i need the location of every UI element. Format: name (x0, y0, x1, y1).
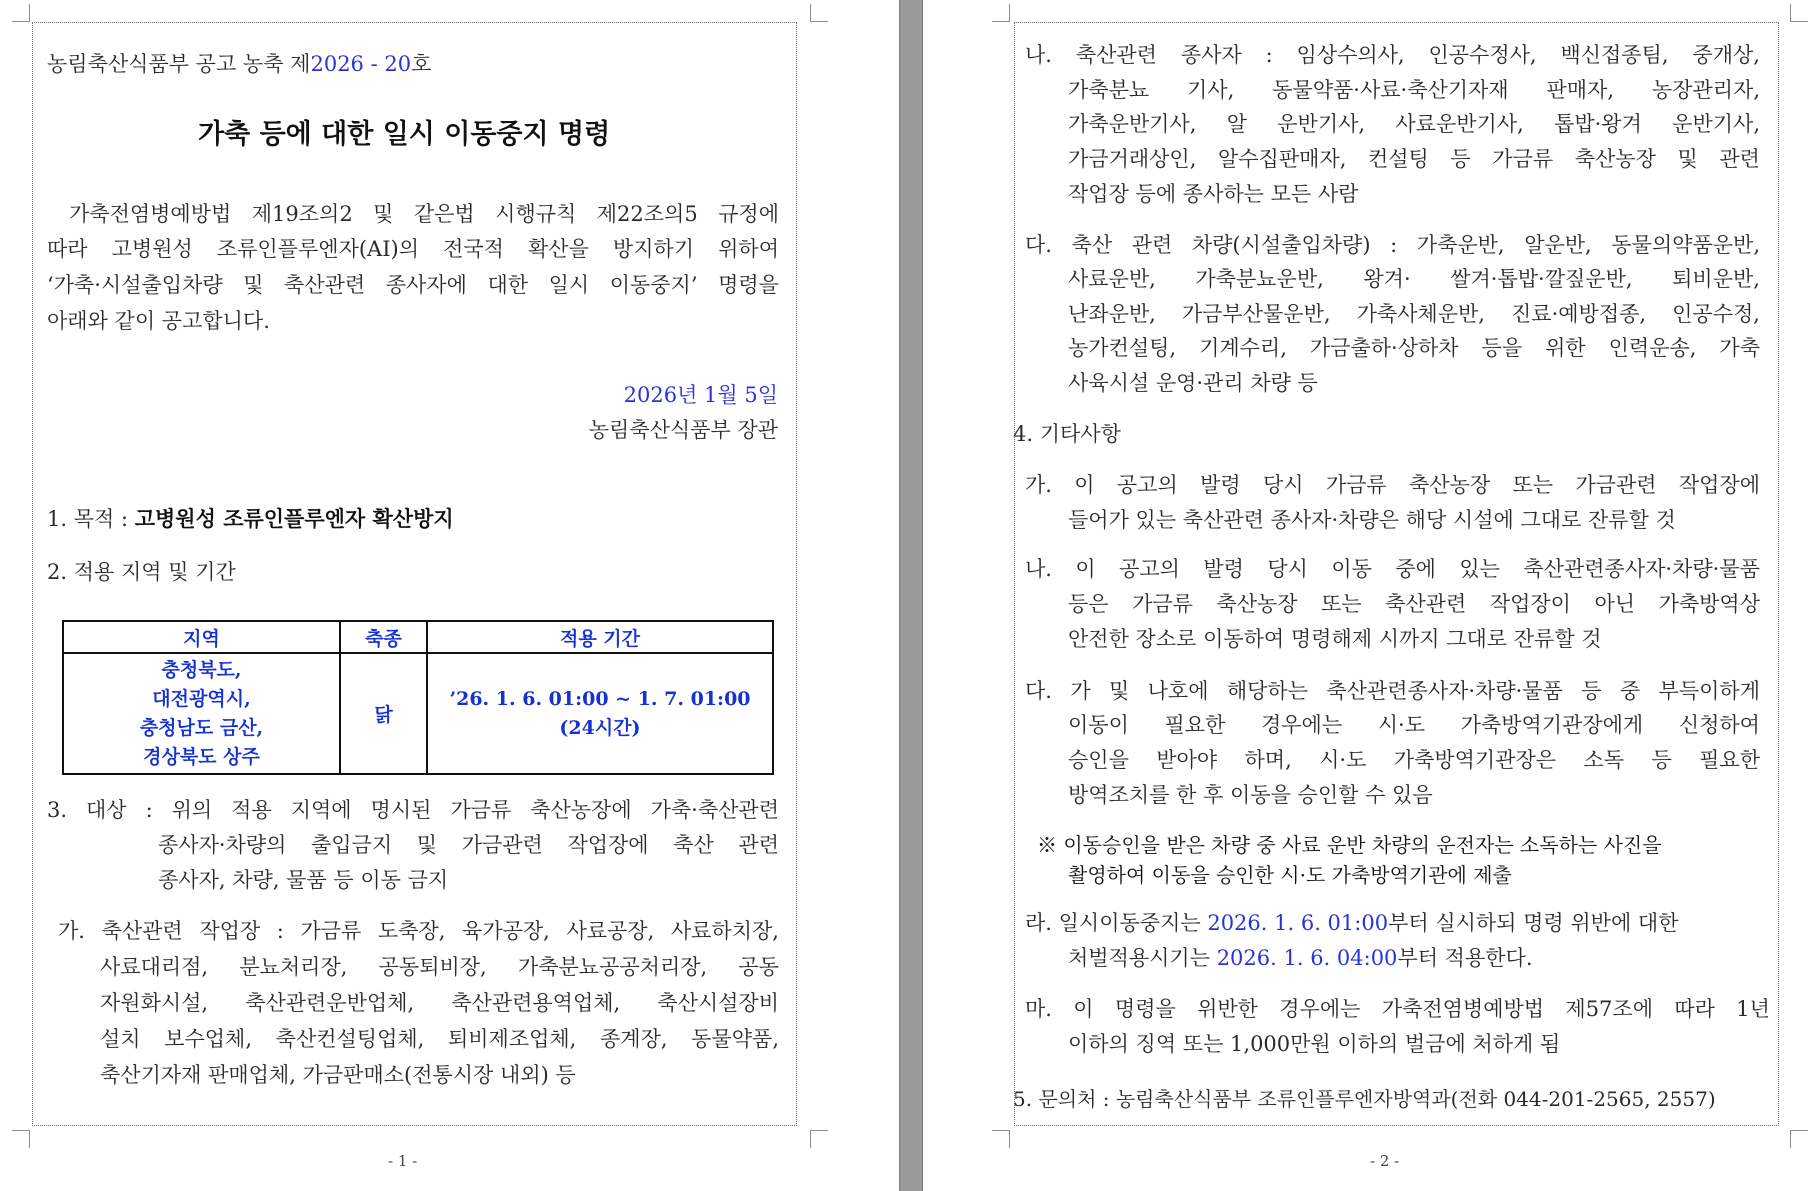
word: : (276, 919, 284, 943)
other-da-line (1025, 678, 1760, 704)
word: 종사자·차량의 (158, 833, 287, 857)
word: 고병원성 (111, 237, 193, 261)
word: 사료운반기사, (1395, 112, 1524, 136)
crop-mark (992, 1130, 1010, 1148)
word: 대상 (86, 798, 127, 822)
word: 가금출하·상하차 (1309, 336, 1459, 360)
word: 등을 (1481, 336, 1523, 360)
other-da-line: 방역조치를 한 후 이동을 승인할 수 있음 (1068, 783, 1433, 807)
other-heading: 4. 기타사항 (1013, 422, 1121, 446)
notice-issuer: 농림축산식품부 장관 (588, 418, 778, 442)
other-ra-text: 부터 실시하되 명령 위반에 대한 (1388, 911, 1679, 935)
word: 농가컨설팅, (1068, 336, 1177, 360)
word: 공동퇴비장, (378, 955, 487, 979)
item-na-line (1068, 146, 1760, 172)
word: 육가공장, (462, 919, 550, 943)
penalty-datetime: 2026. 1. 6. 04:00 (1216, 946, 1398, 970)
item-da-line: 사육시설 운영·관리 차량 등 (1068, 371, 1318, 395)
notice-suffix: 호 (411, 52, 432, 76)
word: 기계수리, (1199, 336, 1287, 360)
word: 가축운반기사, (1068, 112, 1197, 136)
word: 축산관련 (101, 919, 183, 943)
word: 하며, (1244, 748, 1292, 772)
table-cell-period (427, 653, 773, 774)
word: 신청하여 (1678, 713, 1760, 737)
word: 작업장이 (1489, 592, 1571, 616)
word: 명시된 (370, 798, 432, 822)
other-ra-line (1068, 945, 1533, 971)
word: 중에 (1395, 557, 1436, 581)
other-ra-line (1025, 910, 1679, 936)
word: 농장관리자, (1651, 78, 1760, 102)
word: 등 (1581, 679, 1602, 703)
word: 이 (1075, 557, 1096, 581)
word: 이동 (1331, 557, 1372, 581)
word: 시행규칙 (495, 202, 577, 226)
word: 제19조의2 (251, 202, 353, 226)
word: 가축방역기관장에게 (1460, 713, 1644, 737)
word: 인공수정사, (1428, 43, 1537, 67)
word: 임상수의사, (1296, 43, 1405, 67)
word: 이동중지’ (609, 273, 698, 297)
word: 축산관련운반업체, (245, 991, 415, 1015)
word: 인공수정, (1672, 302, 1760, 326)
word: 필요한 (1164, 713, 1226, 737)
other-da-line (1068, 747, 1760, 773)
word: 사료하치장, (670, 919, 779, 943)
other-na-line (1025, 556, 1760, 582)
word: 축산농장 (1216, 592, 1298, 616)
word: 가축분뇨운반, (1195, 267, 1324, 291)
word: 가금류 (300, 919, 362, 943)
table-cell-species: 닭 (340, 653, 427, 774)
page-gutter (899, 0, 923, 1191)
word: 및 (1677, 147, 1698, 171)
item-na-line (1025, 42, 1760, 68)
region-name: 충청남도 금산, (139, 716, 264, 739)
word: 운반기사, (1277, 112, 1366, 136)
word: 가. (58, 919, 85, 943)
item-ga-line (58, 918, 779, 944)
other-ga-line (1025, 472, 1760, 498)
word: 쌀겨·톱밥·깔짚운반, (1450, 267, 1633, 291)
word: 출입금지 (311, 833, 393, 857)
word: 축산관련용역업체, (451, 991, 621, 1015)
purpose-label: 1. 목적 : (47, 507, 129, 531)
word: 가축방역상 (1658, 592, 1760, 616)
word: 동물약품, (691, 1027, 779, 1051)
word: 다. (1025, 679, 1052, 703)
word: 가축사체운반, (1356, 302, 1485, 326)
word: 관련 (1719, 147, 1760, 171)
table-header-species: 축종 (340, 621, 427, 653)
table-header-period: 적용 기간 (427, 621, 773, 653)
word: 알 (1226, 112, 1247, 136)
word: 및 (373, 202, 394, 226)
word: 축산농장 (1574, 147, 1656, 171)
word: 부득이하게 (1658, 679, 1760, 703)
crop-mark (12, 1130, 30, 1148)
notice-date: 2026년 1월 5일 (623, 383, 778, 407)
word: 확산을 (527, 237, 589, 261)
word: 동물의약품운반, (1611, 233, 1760, 257)
other-ma-line (1025, 996, 1770, 1022)
word: 이 (1073, 997, 1094, 1021)
item-da-line (1068, 266, 1760, 292)
word: 사료운반, (1068, 267, 1156, 291)
word: 작업장에 (567, 833, 649, 857)
word: 규정에 (718, 202, 779, 226)
word: 축산농장 (1409, 473, 1491, 497)
word: 알수집판매자, (1217, 147, 1347, 171)
word: 있는 (1459, 557, 1500, 581)
purpose-text: 고병원성 조류인플루엔자 확산방지 (134, 506, 454, 531)
word: 3. (47, 798, 68, 822)
region-name: 대전광역시, (152, 687, 251, 710)
word: 축산농장에 (530, 798, 632, 822)
word: 가축·축산관련 (650, 798, 779, 822)
word: 난좌운반, (1068, 302, 1156, 326)
other-na-line: 안전한 장소로 이동하여 명령해제 시까지 그대로 잔류할 것 (1068, 627, 1602, 651)
word: 조류인플루엔자(AI)의 (216, 237, 419, 261)
word: 설치 (100, 1027, 141, 1051)
other-ra-text: 부터 적용한다. (1397, 946, 1533, 970)
word: 컨설팅 (1367, 147, 1429, 171)
crop-mark (810, 4, 828, 22)
word: 관련 (738, 833, 779, 857)
word: 톱밥·왕겨 (1554, 112, 1642, 136)
word: 작업장 (199, 919, 261, 943)
word: 위한 (1545, 336, 1586, 360)
word: 축산관련 (284, 273, 366, 297)
word: 종계장, (600, 1027, 668, 1051)
word: 따라 (47, 237, 88, 261)
region-name: 충청북도, (161, 658, 242, 681)
table-header-region: 지역 (63, 621, 340, 653)
word: 해당하는 (1226, 679, 1309, 703)
word: 일시 (548, 273, 590, 297)
word: 중 (1619, 679, 1641, 703)
item-na-line (1068, 111, 1760, 137)
word: 알운반, (1524, 233, 1592, 257)
word: 가금류 (450, 798, 512, 822)
word: 나호에 (1147, 679, 1209, 703)
word: 가금관련 (461, 833, 543, 857)
word: 축산관련종사자·차량·물품 (1523, 557, 1760, 581)
word: 축산 (1071, 233, 1113, 257)
word: 판매자, (1546, 78, 1615, 102)
word: 당시 (1267, 557, 1308, 581)
other-ma-line: 이하의 징역 또는 1,000만원 이하의 벌금에 처하게 됨 (1068, 1032, 1561, 1056)
word: 기사, (1187, 78, 1235, 102)
word: 가금류 (1325, 473, 1387, 497)
intro-line (47, 272, 779, 298)
crop-mark (1790, 1130, 1808, 1148)
word: 축산관련종사자·차량·물품 (1326, 679, 1563, 703)
word: 승인을 (1068, 748, 1129, 772)
word: 퇴비제조업체, (447, 1027, 577, 1051)
item-da-line (1068, 301, 1760, 327)
word: 등 (1450, 147, 1471, 171)
purpose-line (47, 506, 454, 532)
word: 경우에는 (1260, 713, 1343, 737)
intro-line (47, 201, 779, 227)
word: 중개상, (1692, 43, 1760, 67)
word: 발령 (1200, 473, 1241, 497)
other-na-line (1068, 591, 1760, 617)
start-datetime: 2026. 1. 6. 01:00 (1207, 911, 1389, 935)
word: 가축전염병예방법 (69, 202, 232, 226)
word: 축산관련 (1385, 592, 1467, 616)
target-line (47, 797, 779, 823)
item-da-line (1025, 232, 1760, 258)
word: 백신접종팀, (1560, 43, 1669, 67)
word: 가축방역기관장은 (1393, 748, 1557, 772)
word: 보수업체, (164, 1027, 253, 1051)
word: 차량(시설출입차량) (1191, 233, 1371, 257)
word: 명령을 (1114, 997, 1176, 1021)
notice-number (47, 51, 431, 77)
word: 필요한 (1699, 748, 1760, 772)
other-ra-text: 처벌적용시기는 (1068, 946, 1217, 970)
word: 축산시설장비 (657, 991, 779, 1015)
word: 1년 (1736, 997, 1770, 1021)
word: 경우에는 (1279, 997, 1361, 1021)
word: 가금거래상인, (1068, 147, 1197, 171)
word: 가 (1070, 679, 1091, 703)
scope-heading: 2. 적용 지역 및 기간 (47, 560, 236, 584)
word: 다. (1025, 233, 1052, 257)
region-table (62, 620, 774, 775)
word: 축산컨설팅업체, (275, 1027, 425, 1051)
word: 또는 (1321, 592, 1362, 616)
word: 공동 (738, 955, 779, 979)
word: 명령을 (718, 273, 779, 297)
target-line (158, 832, 779, 858)
word: 및 (416, 833, 438, 857)
word: 위반한 (1197, 997, 1258, 1021)
word: 적용 (231, 798, 272, 822)
word: 제57조에 (1565, 997, 1653, 1021)
item-ga-line (100, 954, 779, 980)
word: 위하여 (718, 237, 779, 261)
word: 가축운반, (1416, 233, 1505, 257)
word: 지역에 (290, 798, 352, 822)
word: 진료·예방접종, (1511, 302, 1647, 326)
word: : (1390, 233, 1398, 257)
word: 위의 (171, 798, 213, 822)
crop-mark (810, 1130, 828, 1148)
word: 운반기사, (1672, 112, 1760, 136)
word: 종사자에 (385, 273, 467, 297)
page-number: - 2 - (1370, 1152, 1400, 1170)
word: 따라 (1674, 997, 1715, 1021)
word: 시·도 (1377, 713, 1425, 737)
word: 당시 (1262, 473, 1304, 497)
intro-line (47, 236, 779, 262)
word: 인력운송, (1608, 336, 1697, 360)
word: 자원화시설, (100, 991, 209, 1015)
item-ga-line (100, 990, 779, 1016)
word: 퇴비운반, (1672, 267, 1760, 291)
word: 공고의 (1119, 557, 1180, 581)
crop-mark (12, 4, 30, 22)
word: 방지하기 (612, 237, 695, 261)
word: 전국적 (443, 237, 504, 261)
word: 및 (1108, 679, 1130, 703)
word: 및 (243, 273, 264, 297)
item-na-line (1068, 77, 1760, 103)
word: 나. (1025, 43, 1052, 67)
word: 대한 (487, 273, 529, 297)
word: 시·도 (1319, 748, 1367, 772)
item-da-line (1068, 335, 1760, 361)
word: 발령 (1203, 557, 1244, 581)
word: 가금류 (1132, 592, 1193, 616)
word: 등 (1651, 748, 1672, 772)
word: 가축전염병예방법 (1381, 997, 1545, 1021)
item-na-line: 작업장 등에 종사하는 모든 사람 (1068, 182, 1359, 206)
table-cell-regions (63, 653, 340, 774)
period-range: ’26. 1. 6. 01:00 ~ 1. 7. 01:00 (449, 687, 751, 710)
item-ga-line: 축산기자재 판매업체, 가금판매소(전통시장 내외) 등 (100, 1063, 576, 1087)
word: 소독 (1583, 748, 1625, 772)
note-line: 촬영하여 이동을 승인한 시·도 가축방역기관에 제출 (1068, 863, 1512, 887)
word: 가금관련 (1575, 473, 1657, 497)
notice-number-value: 2026 - 20 (310, 52, 412, 76)
word: 축산관련 (1075, 43, 1157, 67)
word: 가축분뇨공공처리장, (517, 955, 708, 979)
word: 마. (1025, 997, 1052, 1021)
word: 제22조의5 (596, 202, 698, 226)
contact-line: 5. 문의처 : 농림축산식품부 조류인플루엔자방역과(전화 044-201-2565, 2557) (1013, 1087, 1716, 1111)
other-ra-text: 라. 일시이동중지는 (1025, 911, 1208, 935)
word: : (1265, 43, 1273, 67)
word: 가축 (1719, 336, 1760, 360)
word: 받아야 (1156, 748, 1218, 772)
word: 가금류 (1492, 147, 1554, 171)
intro-line: 아래와 같이 공고합니다. (47, 309, 270, 333)
word: : (145, 798, 153, 822)
word: 작업장에 (1678, 473, 1760, 497)
word: 나. (1025, 557, 1052, 581)
word: 관련 (1131, 233, 1173, 257)
word: 이 (1074, 473, 1095, 497)
word: 사료대리점, (100, 955, 209, 979)
word: 가금부산물운반, (1181, 302, 1331, 326)
word: 종사자 (1180, 43, 1242, 67)
page-number: - 1 - (388, 1152, 418, 1170)
word: 가. (1025, 473, 1052, 497)
other-da-line (1068, 712, 1760, 738)
word: 왕겨· (1363, 267, 1411, 291)
other-ga-line: 들어가 있는 축산관련 종사자·차량은 해당 시설에 그대로 잔류할 것 (1068, 508, 1676, 532)
period-duration: (24시간) (559, 716, 641, 739)
word: 축산 (673, 833, 714, 857)
word: 분뇨처리장, (239, 955, 348, 979)
word: ‘가축·시설출입차량 (47, 273, 223, 297)
word: 또는 (1512, 473, 1554, 497)
word: 이동이 (1068, 713, 1129, 737)
crop-mark (1790, 4, 1808, 22)
word: 공고의 (1116, 473, 1178, 497)
word: 같은법 (413, 202, 475, 226)
document-title: 가축 등에 대한 일시 이동중지 명령 (198, 119, 611, 150)
target-line: 종사자, 차량, 물품 등 이동 금지 (158, 868, 449, 892)
note-line: ※ 이동승인을 받은 차량 중 사료 운반 차량의 운전자는 소독하는 사진을 (1037, 833, 1662, 857)
word: 동물약품·사료·축산기자재 (1272, 78, 1509, 102)
word: 가축분뇨 (1068, 78, 1150, 102)
word: 아닌 (1594, 592, 1636, 616)
item-ga-line (100, 1026, 779, 1052)
notice-prefix: 농림축산식품부 공고 농축 제 (47, 52, 311, 76)
word: 등은 (1068, 592, 1109, 616)
region-name: 경상북도 상주 (143, 745, 260, 768)
word: 사료공장, (566, 919, 655, 943)
crop-mark (992, 4, 1010, 22)
word: 도축장, (377, 919, 446, 943)
